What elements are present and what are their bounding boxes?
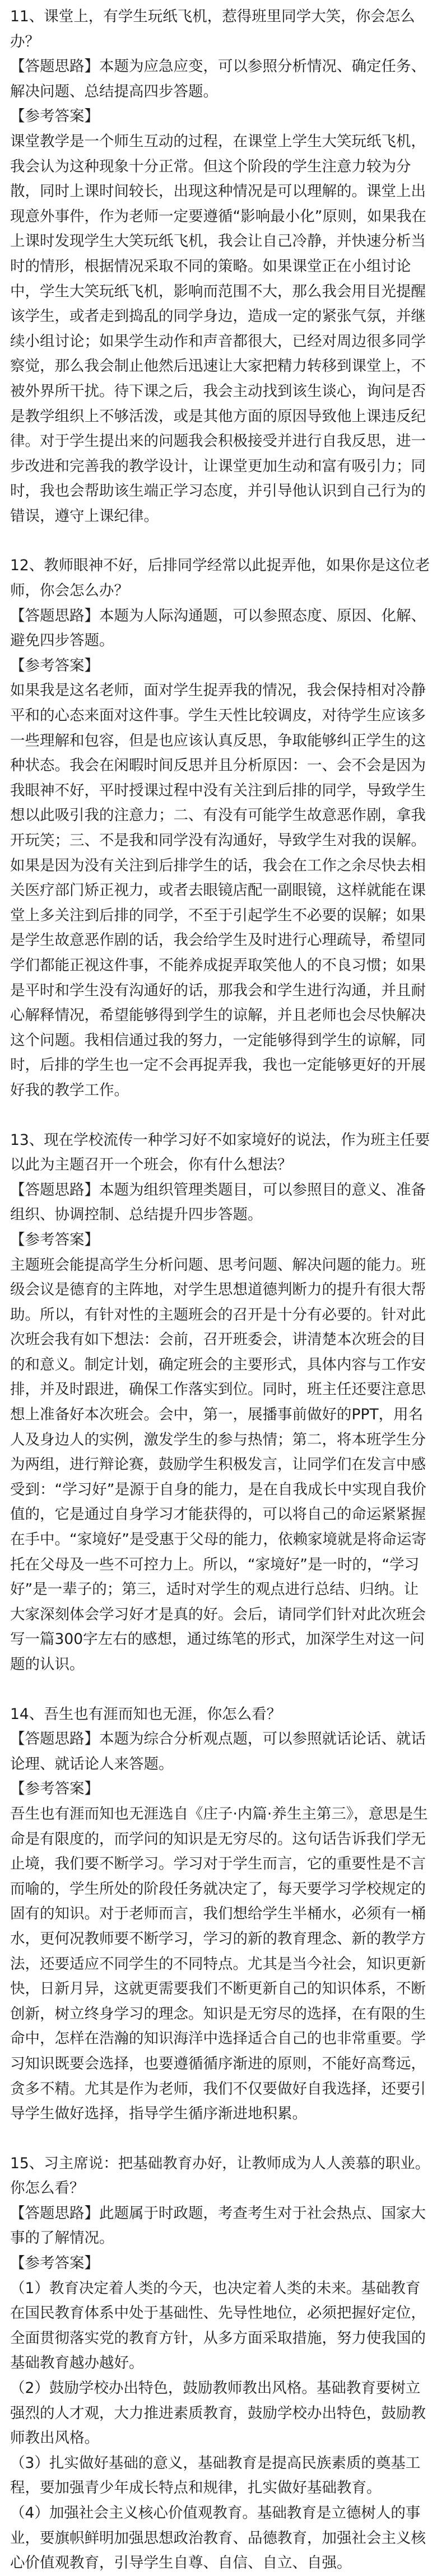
question-title: 11、课堂上，有学生玩纸飞机，惹得班里同学大笑，你会怎么办？ <box>10 8 415 50</box>
question-title: 13、现在学校流传一种学习好不如家境好的说法，作为班主任要以此为主题召开一个班会，你有什么想法？ <box>10 1131 430 1174</box>
answer-paragraph: 课堂教学是一个师生互动的过程，在课堂上学生大笑玩纸飞机，我会认为这种现象十分正常。但这个阶段的学生注意力较为分散，同时上课时间较长，出现这种情况是可以理解的。课堂上出现意外事件，作为老师一定要遵循“影响最小化”原则，如果我在上课时发现学生大笑玩纸飞机，我会让自己冷静，并快速分析当时的情形，根据情况采取不同的策略。如果课堂正在小组讨论中，学生大笑玩纸飞机，影响而范围不大，那么我会用目光提醒该学生，或者走到捣乱的同学身边，造成一定的紧张气氛，并继续小组讨论；如果学生动作和声音都很大，已经对周边很多同学察觉，那么我会制止他然后迅速让大家把精力转移到课堂上，不被外界所干扰。待下课之后，我会主动找到该生谈心，询问是否是教学组织上不够活泼，或是其他方面的原因导致他上课违反纪律。对于学生提出来的问题我会积极接受并进行自我反思，进一步改进和完善我的教学设计，让课堂更加生动和富有吸引力；同时，我也会帮助该生端正学习态度，并引导他认识到自己行为的错误，遵守上课纪律。 <box>10 132 426 525</box>
answer-paragraph: （4）加强社会主义核心价值观教育。基础教育是立德树人的事业，要旗帜鲜明加强思想政治教育、品德教育，加强社会主义核心价值观教育，引导学生自尊、自信、自立、自强。 <box>10 2504 426 2572</box>
question-11 <box>10 4 430 529</box>
answer-paragraph: （3）扎实做好基础的意义，基础教育是提高民族素质的奠基工程，要加强青少年成长特点和规律，扎实做好基础教育。 <box>10 2454 421 2497</box>
approach-text: 本题为综合分析观点题，可以参照就话论话、就话论理、就话论人来答题。 <box>10 1730 426 1773</box>
answer-paragraph: （2）鼓励学校办出特色，鼓励教师教出风格。基础教育要树立强烈的人才观，大力推进素质教育，鼓励学校办出特色，鼓励教师教出风格。 <box>10 2379 426 2447</box>
answer-label: 【参考答案】 <box>10 656 99 674</box>
question-14 <box>10 1702 430 2127</box>
approach-label: 【答题思路】 <box>10 1181 99 1199</box>
approach-block <box>10 54 430 104</box>
approach-text: 本题为应急应变，可以参照分析情况、确定任务、解决问题、总结提高四步答题。 <box>10 58 426 100</box>
approach-label: 【答题思路】 <box>10 2204 99 2222</box>
answer-paragraph: 主题班会能提高学生分析问题、思考问题、解决问题的能力。班级会议是德育的主阵地，对学生思想道德判断力的提升有很大帮助。所以，有针对性的主题班会的召开是十分有必要的。针对此次班会我有如下想法：会前，召开班委会，讲清楚本次班会的目的和意义。制定计划，确定班会的主要形式，具体内容与工作安排，并及时跟进，确保工作落实到位。同时，班主任还要注意思想上准备好本次班会。会中，第一，展播事前做好的PPT，用名人及身边人的实例，激发学生的参与热情；第二，将本班学生分为两组，进行辩论赛，鼓励学生积极发言，让同学们在发言中感受到：“学习好”是源于自身的能力，是在自我成长中实现自我价值的，它是通过自身学习才能获得的，可以将自己的命运紧紧握在手中。“家境好”是受惠于父母的能力，依赖家境就是将命运寄托在父母及一些不可控力上。所以，“家境好”是一时的，“学习好”是一辈子的；第三，适时对学生的观点进行总结、归纳。让大家深刻体会学习好才是真的好。会后，请同学们针对此次班会写一篇300字左右的感想，通过练笔的形式，加深学生对这一问题的认识。 <box>10 1256 426 1673</box>
question-title: 14、吾生也有涯而知也无涯，你怎么看？ <box>10 1705 282 1723</box>
answer-paragraph: 吾生也有涯而知也无涯选自《庄子·内篇·养生主第三》，意思是生命是有限度的，而学问的知识是无穷尽的。这句话告诉我们学无止境，我们要不断学习。学习对于学生而言，它的重要性是不言而喻的，学生所处的阶段任务就决定了，每天要学习学校规定的固有的知识。对于老师而言，我们想给学生半桶水，必须有一桶水，更何况教师要不断学习，学习的新的教育理念、新的教学方法，还要适应不同学生的不同特点。尤其是当今社会，知识更新快，日新月异，这就更需要我们不断更新自己的知识体系，不断创新，树立终身学习的理念。知识是无穷尽的选择，在有限的生命中，怎样在浩瀚的知识海洋中选择适合自己的也非常重要。学习知识既要会选择，也要遵循循序渐进的原则，不能好高骛远，贪多不精。尤其是作为老师，我们不仅要做好自我选择，还要引导学生做好选择，指导学生循序渐进地积累。 <box>10 1805 428 2123</box>
approach-block <box>10 2201 430 2251</box>
answer-label: 【参考答案】 <box>10 1231 99 1249</box>
answer-paragraph: 如果我是这名老师，面对学生捉弄我的情况，我会保持相对冷静平和的心态来面对这件事。学生天性比较调皮，对待学生应该多一些理解和包容，但是也应该认真反思，争取能够纠正学生的这种状态。我会在闲暇时间反思并且分析原因：一、会不会是因为我眼神不好，平时授课过程中没有关注到后排的同学，导致学生想以此吸引我的注意力；二、有没有可能学生故意恶作剧，拿我开玩笑；三、不是我和同学没有沟通好，导致学生对我的误解。如果是因为没有关注到后排学生的话，我会在工作之余尽快去相关医疗部门矫正视力，或者去眼镜店配一副眼镜，这样就能在课堂上多关注到后排的同学，不至于引起学生不必要的误解；如果是学生故意恶作剧的话，我会给学生及时进行心理疏导，希望同学们都能正视这件事，不能养成捉弄取笑他人的不良习惯；如果是平时和学生没有沟通好的话，那我会和学生进行沟通，并且耐心解释情况，希望能够得到学生的谅解，并且老师也会尽快解决这个问题。我相信通过我的努力，一定能够得到学生的谅解，同时，后排的学生也一定不会再捉弄我，我也一定能够更好的开展好我的教学工作。 <box>10 682 426 1099</box>
question-title: 12、教师眼神不好，后排同学经常以此捉弄他，如果你是这位老师，你会怎么办？ <box>10 557 430 600</box>
question-title: 15、习主席说：把基础教育办好，让教师成为人人羡慕的职业。你怎么看？ <box>10 2154 430 2197</box>
approach-text: 本题为组织管理类题目，可以参照目的意义、准备组织、协调控制、总结提升四步答题。 <box>10 1181 426 1224</box>
approach-text: 本题为人际沟通题，可以参照态度、原因、化解、避免四步答题。 <box>10 607 426 650</box>
answer-label: 【参考答案】 <box>10 1780 99 1798</box>
approach-block <box>10 1727 430 1777</box>
approach-block <box>10 1178 430 1228</box>
question-13 <box>10 1128 430 1678</box>
approach-text: 此题属于时政题，考查考生对于社会热点、国家大事的了解情况。 <box>10 2204 426 2247</box>
approach-label: 【答题思路】 <box>10 58 99 76</box>
approach-block <box>10 604 430 654</box>
question-12 <box>10 553 430 1103</box>
answer-label: 【参考答案】 <box>10 2254 99 2272</box>
approach-label: 【答题思路】 <box>10 1730 99 1748</box>
approach-label: 【答题思路】 <box>10 607 99 625</box>
question-15 <box>10 2151 430 2576</box>
answer-paragraph: （1）教育决定着人类的今天，也决定着人类的未来。基础教育在国民教育体系中处于基础性、先导性地位，必须把握好定位，全面贯彻落实党的教育方针，从多方面采取措施，努力使我国的基础教育越办越好。 <box>10 2279 426 2372</box>
answer-label: 【参考答案】 <box>10 108 99 125</box>
